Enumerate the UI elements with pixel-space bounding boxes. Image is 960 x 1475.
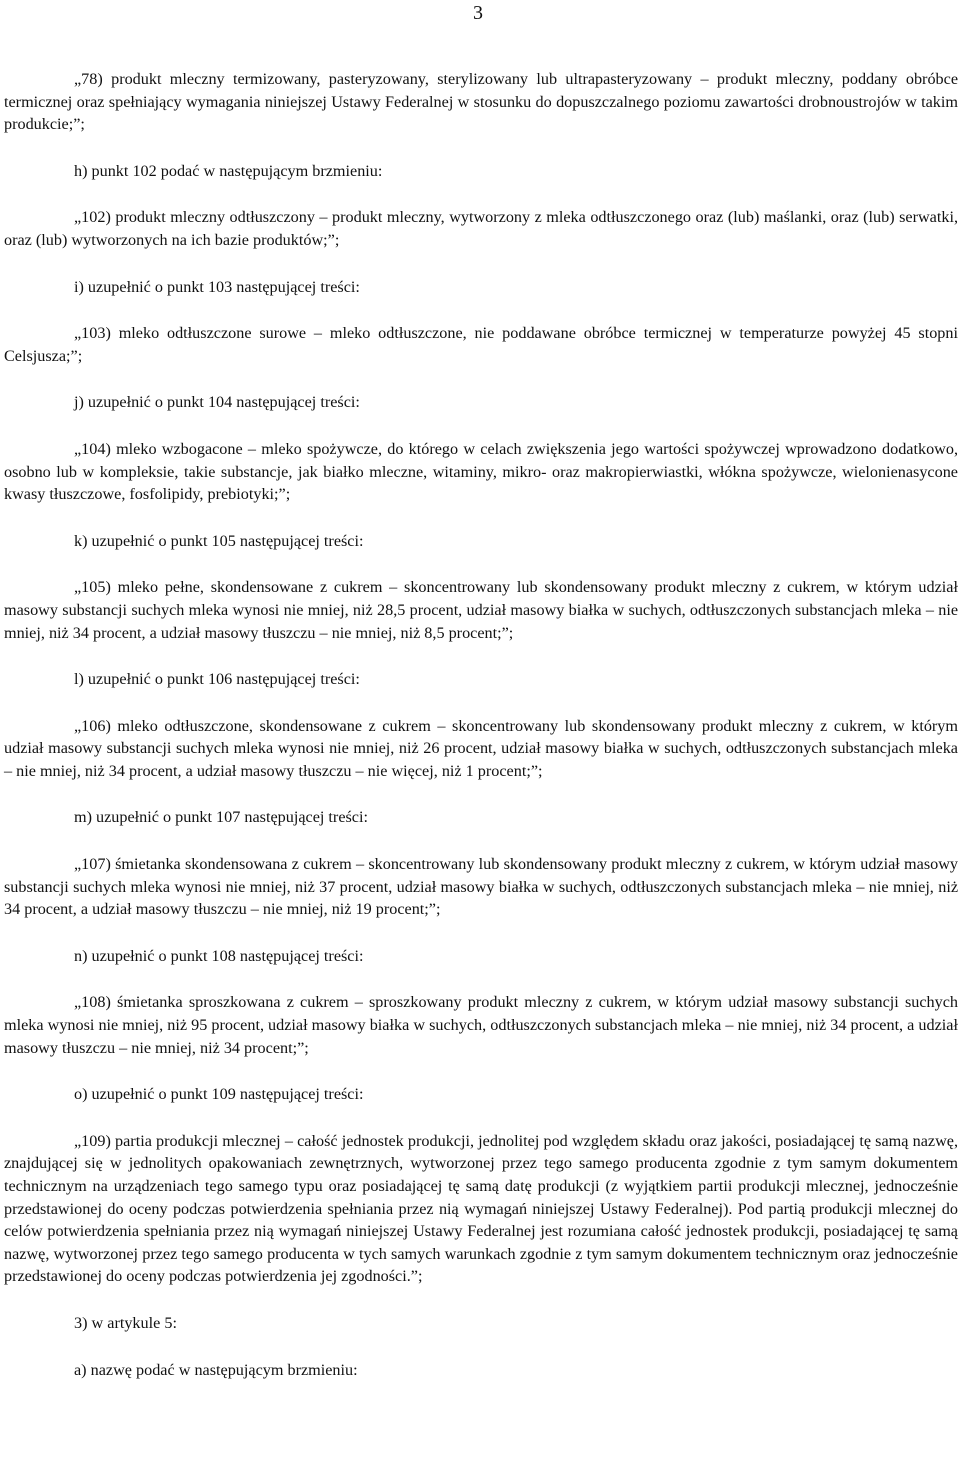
paragraph-108: „108) śmietanka sproszkowana z cukrem – sproszkowany produkt mleczny z cukrem, w którym udział masowy substancji suchych mleka wynosi nie mniej, niż 95 procent, udział masowy białka w suchych, odtłuszczonych substancjach mleka – nie mniej, niż 34 procent, a udział masowy tłuszczu – nie mniej, niż 34 procent;”; <box>4 993 958 1057</box>
paragraph-105: „105) mleko pełne, skondensowane z cukrem – skoncentrowany lub skondensowany produkt mleczny z cukrem, w którym udział masowy substancji suchych mleka wynosi nie mniej, niż 28,5 procent, udział masowy białka w suchych, odtłuszczonych substancjach mleka – nie mniej, niż 34 procent, a udział masowy tłuszczu – nie mniej, niż 8,5 procent;”; <box>4 578 958 642</box>
paragraph-106: „106) mleko odtłuszczone, skondensowane z cukrem – skoncentrowany lub skondensowany produkt mleczny z cukrem, w którym udział masowy substancji suchych mleka wynosi nie mniej, niż 26 procent, udział masowy białka w suchych, odtłuszczonych substancjach mleka – nie mniej, niż 34 procent, a udział masowy tłuszczu – nie więcej, niż 1 procent;”; <box>4 716 958 780</box>
paragraph-78: „78) produkt mleczny termizowany, pasteryzowany, sterylizowany lub ultrapasteryzowany – produkt mleczny, poddany obróbce termicznej oraz spełniający wymagania niniejszej Ustawy Federalnej w stosunku do dopuszczalnego poziomu zawartości drobnoustrojów w takim produkcie;”; <box>4 70 958 134</box>
item-k: k) uzupełnić o punkt 105 następującej treści: <box>74 531 364 550</box>
item-h: h) punkt 102 podać w następującym brzmieniu: <box>74 161 383 180</box>
document-body <box>4 68 958 1381</box>
item-n: n) uzupełnić o punkt 108 następującej treści: <box>74 946 364 965</box>
page-number: 3 <box>473 2 483 24</box>
item-o: o) uzupełnić o punkt 109 następującej treści: <box>74 1085 364 1104</box>
item-j: j) uzupełnić o punkt 104 następującej treści: <box>74 393 360 412</box>
item-l: l) uzupełnić o punkt 106 następującej treści: <box>74 670 360 689</box>
item-a: a) nazwę podać w następującym brzmieniu: <box>74 1360 358 1379</box>
paragraph-102: „102) produkt mleczny odtłuszczony – produkt mleczny, wytworzony z mleka odtłuszczonego oraz (lub) maślanki, oraz (lub) serwatki, oraz (lub) wytworzonych na ich bazie produktów;”; <box>4 208 958 249</box>
paragraph-104: „104) mleko wzbogacone – mleko spożywcze, do którego w celach zwiększenia jego wartości spożywczej wprowadzono dodatkowo, osobno lub w kompleksie, takie substancje, jak białko mleczne, witaminy, mikro- oraz makropierwiastki, włókna spożywcze, wielonienasycone kwasy tłuszczowe, fosfolipidy, prebiotyki;”; <box>4 439 958 504</box>
item-m: m) uzupełnić o punkt 107 następującej treści: <box>74 808 368 827</box>
paragraph-109: „109) partia produkcji mlecznej – całość jednostek produkcji, jednolitej pod względem składu oraz jakości, posiadającej tę samą nazwę, znajdującej się w jednolitych opakowaniach zewnętrznych, wytworzonej przez tego samego producenta zgodnie z tym samym dokumentem technicznym na urządzeniach tego samego typu oraz posiadającej tę samą datę produkcji (z wyjątkiem partii produkcji mlecznej, jednocześnie przedstawionej do oceny podczas potwierdzenia spełniania przez nią wymagań niniejszej Ustawy Federalnej). Pod partią produkcji mlecznej do celów potwierdzenia spełniania przez nią wymagań niniejszej Ustawy Federalnej jest rozumiana całość jednostek produkcji, posiadającej tę samą nazwę, wytworzonej przez tego samego producenta w tych samych warunkach zgodnie z tym samym dokumentem technicznym oraz jednocześnie przedstawionej do oceny podczas potwierdzenia jej zgodności.”; <box>4 1131 958 1286</box>
item-i: i) uzupełnić o punkt 103 następującej treści: <box>74 277 360 296</box>
paragraph-107: „107) śmietanka skondensowana z cukrem – skoncentrowany lub skondensowany produkt mleczny z cukrem, w którym udział masowy substancji suchych mleka wynosi nie mniej, niż 37 procent, udział masowy białka w suchych, odtłuszczonych substancjach mleka – nie mniej, niż 34 procent, a udział masowy tłuszczu – nie mniej, niż 19 procent;”; <box>4 855 958 919</box>
item-article-5: 3) w artykule 5: <box>74 1313 177 1332</box>
paragraph-103: „103) mleko odtłuszczone surowe – mleko odtłuszczone, nie poddawane obróbce termicznej w temperaturze powyżej 45 stopni Celsjusza;”; <box>4 324 958 365</box>
